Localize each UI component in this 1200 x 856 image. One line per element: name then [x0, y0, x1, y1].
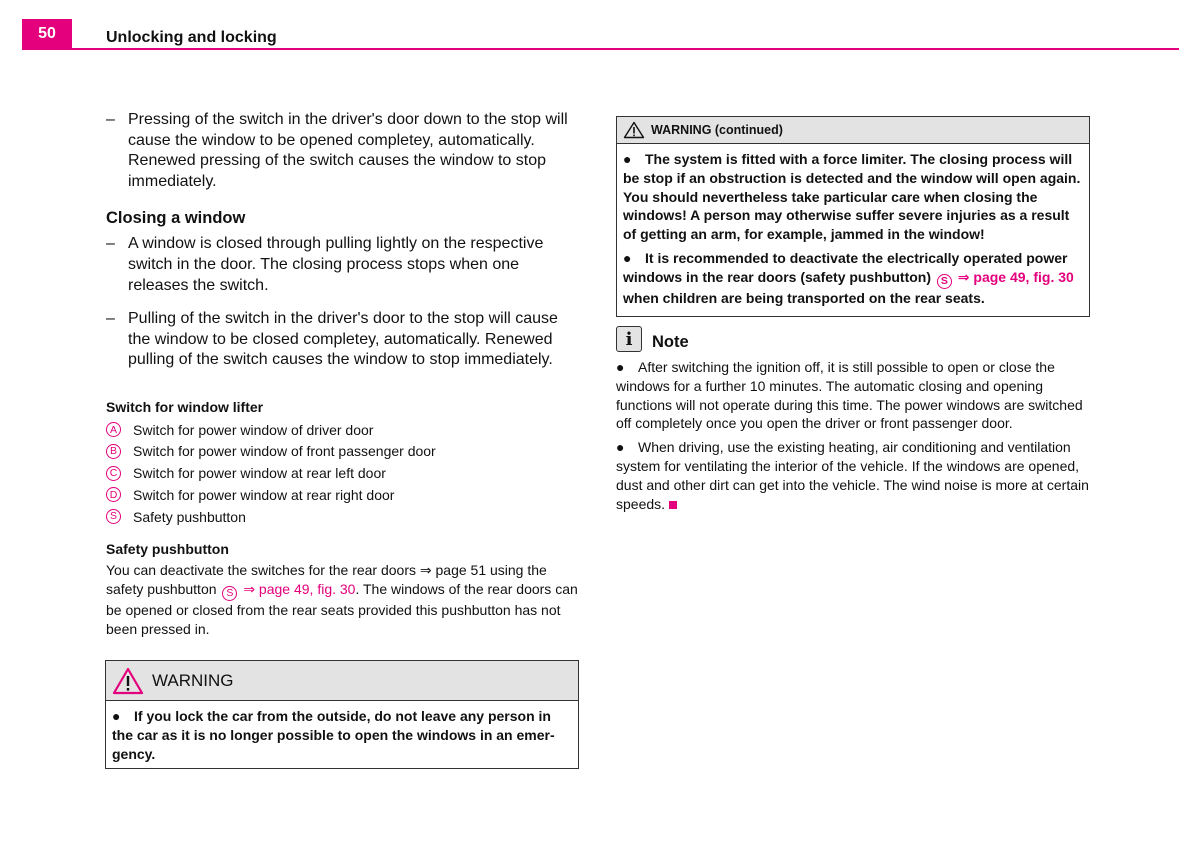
closing-heading: Closing a window: [106, 209, 246, 228]
safety-text-1: You can deactivate the switches for the rear doors ⇒ page 51 using the safety pushbutton: [106, 562, 547, 598]
note-title: Note: [652, 332, 689, 351]
legend-item: [106, 506, 581, 528]
warning-body: [106, 701, 578, 768]
safety-paragraph: [106, 561, 581, 638]
info-icon: i: [616, 326, 642, 352]
legend-list: [106, 419, 581, 527]
note-block: [616, 322, 1092, 518]
warning-bullet-item: [623, 150, 1083, 244]
safety-text-2: . The windows of the rear doors can be opened or closed from the rear seats provided this pushbutton has not been pressed in.: [106, 581, 578, 637]
legend-heading: Switch for window lifter: [106, 398, 264, 415]
legend-item: [106, 462, 581, 484]
warning-continued-box: [616, 116, 1090, 317]
legend-item: [106, 441, 581, 463]
legend-item: [106, 419, 581, 441]
left-column: [106, 110, 581, 639]
legend-key-badge: A: [106, 422, 121, 437]
instruction-item: [106, 234, 581, 296]
warning-text: If you lock the car from the outside, do not leave any person in the car as it is no longer possible to open the windows in an emer-gency.: [112, 708, 555, 762]
safety-badge: S: [222, 586, 237, 601]
bullet-marker: ●: [616, 439, 625, 456]
note-text: When driving, use the existing heating, air conditioning and ventilation system for ventilating the interior of the vehicle. If the windows are opened, dust and other dirt can get into the vehicle. The wind noise is more at certain speeds.: [616, 439, 1089, 512]
dash-marker: –: [106, 235, 115, 253]
header-rule: [22, 48, 1179, 50]
note-bullet-item: [616, 438, 1092, 513]
instruction-item: [106, 110, 581, 192]
legend-text: Switch for power window at rear left door: [133, 465, 386, 482]
cross-reference-link[interactable]: ⇒ page 49, fig. 30: [957, 268, 1074, 285]
legend-key-badge: C: [106, 466, 121, 481]
instruction-text: A window is closed through pulling lightly on the respective switch in the door. The closing process stops when one releases the switch.: [128, 235, 544, 294]
note-header: [616, 322, 1092, 356]
legend-text: Switch for power window of driver door: [133, 421, 374, 438]
bullet-marker: ●: [623, 249, 632, 266]
warning-continued-header: [617, 117, 1089, 144]
legend-key-badge: B: [106, 444, 121, 459]
safety-heading: Safety pushbutton: [106, 541, 229, 558]
warning-continued-title: WARNING (continued): [651, 123, 783, 137]
note-body: [616, 358, 1092, 513]
note-text: After switching the ignition off, it is still possible to open or close the windows for a further 10 minutes. The automatic closing and opening functions will not operate during this time. The power windows are switched off completely once you open the driver or front passenger door.: [616, 359, 1083, 432]
legend-text: Switch for power window at rear right door: [133, 486, 395, 503]
warning-triangle-icon: [623, 121, 645, 139]
safety-cross-reference-link[interactable]: ⇒ page 49, fig. 30: [243, 581, 356, 598]
bullet-marker: ●: [623, 151, 632, 167]
warning-triangle-icon: [112, 667, 144, 695]
warning-bullet-text: The system is fitted with a force limiter. The closing process will be stop if an obstruction is detected and the window will open again. You should nevertheless take particular care when closing the windows! A person may otherwise suffer severe injuries as a result of getting an arm, for example, jammed in the window!: [623, 151, 1081, 243]
warning-bullet-item: [623, 249, 1083, 307]
warning-title: WARNING: [152, 670, 234, 690]
warning-box: [105, 660, 579, 769]
note-bullet-item: [616, 358, 1092, 433]
page-number: 50: [22, 19, 72, 49]
bullet-marker: ●: [112, 708, 121, 724]
warning-continued-body: [617, 144, 1089, 316]
instruction-item: [106, 309, 581, 371]
legend-text: Safety pushbutton: [133, 508, 246, 525]
dash-marker: –: [106, 111, 115, 128]
bullet-marker: ●: [616, 359, 625, 375]
instruction-text: Pressing of the switch in the driver's door down to the stop will cause the window to be opened completey, automatically. Renewed pressing of the switch causes the window to stop immediately.: [128, 111, 568, 190]
legend-text: Switch for power window of front passenger door: [133, 443, 436, 460]
warning-bullet-text: It is recommended to deactivate the electrically operated power windows in the rear doors (safety pushbutton): [623, 249, 1068, 285]
legend-key-badge: S: [106, 509, 121, 524]
legend-key-badge: D: [106, 487, 121, 502]
warning-header: [106, 661, 578, 701]
legend-item: [106, 484, 581, 506]
instruction-text: Pulling of the switch in the driver's door to the stop will cause the window to be closed completey, automatically. Renewed pulling of the switch causes the window to stop immediately.: [128, 310, 558, 369]
safety-badge: S: [937, 274, 952, 289]
dash-marker: –: [106, 310, 115, 328]
end-square-icon: [669, 501, 677, 509]
chapter-title: Unlocking and locking: [106, 29, 277, 46]
warning-bullet-text-end: when children are being transported on the rear seats.: [623, 289, 985, 306]
